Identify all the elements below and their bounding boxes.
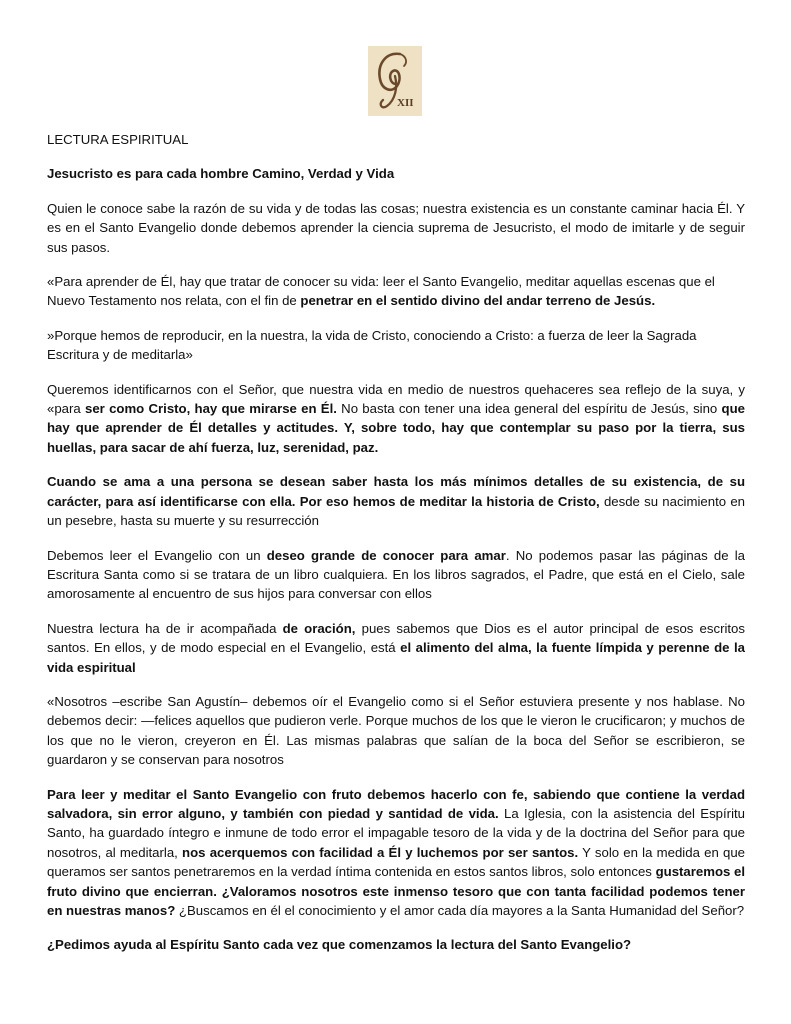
bold-text: Cuando se ama a una persona se desean saber hasta los más mínimos detalles de su existencia, de su carácter, para así identificarse con ella. Por eso hemos de meditar la historia de Cristo, (47, 474, 745, 509)
text: ¿Buscamos en él el conocimiento y el amor cada día mayores a la Santa Humanidad del Señor? (175, 903, 745, 918)
text: pues sabemos que Dios es el autor principal de esos escritos santos. En ellos, y de modo especial en el Evangelio, está (47, 620, 745, 656)
paragraph (47, 472, 745, 530)
bold-text: deseo grande de conocer para amar (266, 547, 506, 563)
bold-text: nos acerquemos con facilidad a Él y luchemos por ser santos. (182, 844, 579, 860)
paragraph (47, 619, 745, 677)
text: desde su nacimiento en un pesebre, hasta su muerte y su resurrección (47, 493, 745, 529)
text: No basta con tener una idea general del espíritu de Jesús, sino (336, 401, 722, 417)
monogram-logo (368, 46, 422, 116)
text: Quien le conoce sabe la razón de su vida y de todas las cosas; nuestra existencia es un constante caminar hacia Él. Y es en el Santo Evangelio donde debemos aprender la ciencia suprema de Jesucristo, el modo de imitarle y de seguir sus pasos. (47, 200, 745, 255)
paragraph (47, 935, 745, 954)
paragraph (47, 272, 745, 311)
paragraph (47, 785, 745, 921)
bold-text: de oración, (282, 620, 356, 636)
text: La Iglesia, con la asistencia del Espíritu Santo, ha guardado íntegro e inmune de todo error el impagable tesoro de la vida y de la doctrina del Señor para que nosotros, al meditarla, (47, 805, 746, 860)
bold-text: ser como Cristo, hay que mirarse en Él. (85, 401, 337, 417)
text: . No podemos pasar las páginas de la Escritura Santa como si se tratara de un libro cualquiera. En los libros sagrados, el Padre, que está en el Cielo, sale amorosamente al encuentro de sus hijos para conversar con ellos (47, 547, 745, 602)
article-subtitle: Jesucristo es para cada hombre Camino, Verdad y Vida (47, 166, 395, 182)
paragraph (47, 546, 745, 604)
paragraph (47, 380, 745, 458)
page-heading: LECTURA ESPIRITUAL (47, 132, 189, 147)
text: Nuestra lectura ha de ir acompañada (47, 620, 283, 636)
paragraph-list (47, 199, 745, 955)
text: «Para aprender de Él, hay que tratar de conocer su vida: leer el Santo Evangelio, meditar aquellas escenas que el Nuevo Testamento nos relata, con el fin de (47, 274, 715, 309)
text: «Nosotros –escribe San Agustín– debemos oír el Evangelio como si el Señor estuviera presente y nos hablase. No debemos decir: —felices aquellos que pudieron verle. Porque muchos de los que le vieron le crucificaron; y muchos de los que no le vieron, creyeron en Él. Las mismas palabras que salían de la boca del Señor se escribieron, se guardaron y se conservan para nosotros (47, 693, 745, 768)
bold-text: gustaremos el fruto divino que encierran. ¿Valoramos nosotros este inmenso tesoro que con tanta facilidad podemos tener en nuestras manos? (47, 864, 746, 918)
paragraph (47, 326, 745, 365)
article-body (47, 130, 745, 970)
monogram-logo-icon (368, 46, 422, 116)
bold-text: ¿Pedimos ayuda al Espíritu Santo cada vez que comenzamos la lectura del Santo Evangelio? (47, 937, 632, 953)
svg-text:XII: XII (397, 97, 414, 109)
bold-text: el alimento del alma, la fuente límpida y perenne de la vida espiritual (47, 640, 745, 675)
text: Debemos leer el Evangelio con un (47, 547, 267, 563)
text: Y solo en la medida en que queramos ser santos penetraremos en la verdad íntima contenida en estos santos libros, solo entonces (47, 844, 746, 880)
text: Queremos identificarnos con el Señor, que nuestra vida en medio de nuestros quehaceres sea reflejo de la suya, y «para (47, 381, 745, 417)
paragraph (47, 199, 745, 257)
bold-text: Para leer y meditar el Santo Evangelio con fruto debemos hacerlo con fe, sabiendo que contiene la verdad salvadora, sin error alguno, y también con piedad y santidad de vida. (47, 786, 745, 821)
bold-text: penetrar en el sentido divino del andar terreno de Jesús. (300, 293, 656, 309)
text: »Porque hemos de reproducir, en la nuestra, la vida de Cristo, conociendo a Cristo: a fuerza de leer la Sagrada Escritura y de meditarla» (47, 327, 697, 363)
bold-text: que hay que aprender de Él detalles y actitudes. Y, sobre todo, hay que contemplar su paso por la tierra, sus huellas, para sacar de ahí fuerza, luz, serenidad, paz. (47, 401, 745, 455)
paragraph (47, 692, 745, 770)
